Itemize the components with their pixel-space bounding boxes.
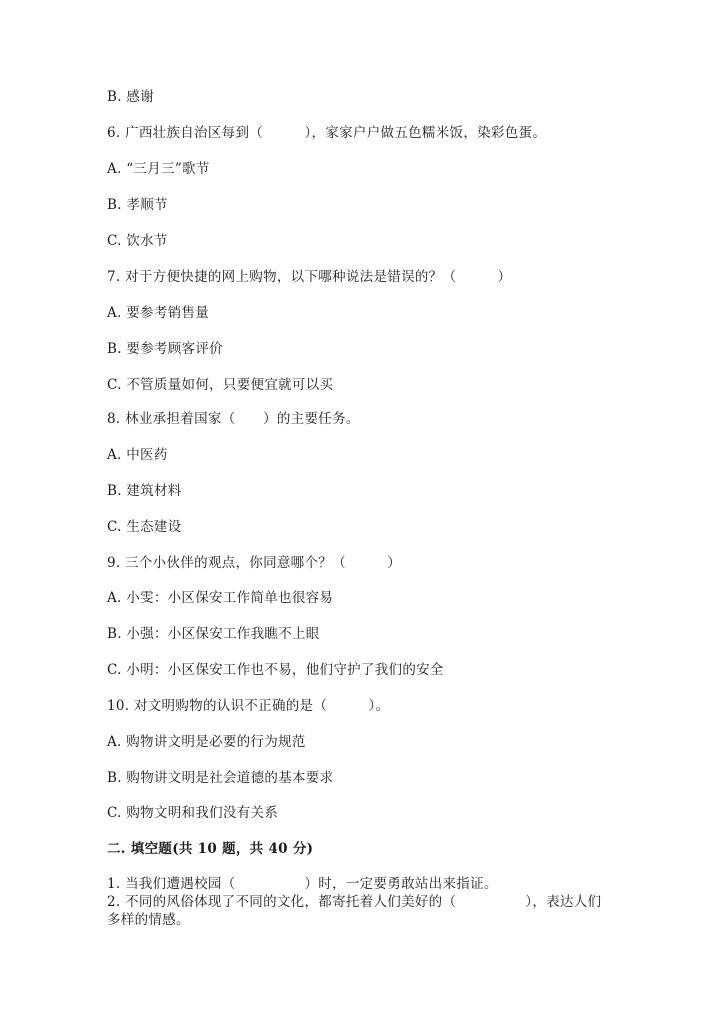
option-9c: C. 小明：小区保安工作也不易，他们守护了我们的安全 <box>107 662 444 678</box>
option-9b: B. 小强：小区保安工作我瞧不上眼 <box>107 626 320 642</box>
section-heading-fill-in: 二. 填空题(共 10 题，共 40 分) <box>107 841 314 857</box>
option-6c: C. 饮水节 <box>107 233 168 249</box>
option-9a: A. 小雯：小区保安工作简单也很容易 <box>107 590 334 606</box>
option-10b: B. 购物讲文明是社会道德的基本要求 <box>107 770 334 786</box>
option-5b: B. 感谢 <box>107 89 155 105</box>
option-7c: C. 不管质量如何，只要便宜就可以买 <box>107 377 334 393</box>
option-8b: B. 建筑材料 <box>107 483 182 499</box>
option-10a: A. 购物讲文明是必要的行为规范 <box>107 734 306 750</box>
question-8: 8. 林业承担着国家（ ）的主要任务。 <box>107 411 360 427</box>
question-7: 7. 对于方便快捷的网上购物，以下哪种说法是错误的？（ ） <box>107 269 512 285</box>
option-6a: A. “三月三”歌节 <box>107 161 210 177</box>
option-10c: C. 购物文明和我们没有关系 <box>107 805 279 821</box>
question-10: 10. 对文明购物的认识不正确的是（ ）。 <box>107 698 390 714</box>
fill-question-2: 2. 不同的风俗体现了不同的文化，都寄托着人们美好的（ ），表达人们多样的情感。 <box>107 894 602 928</box>
fill-question-1: 1. 当我们遭遇校园（ ）时，一定要勇敢站出来指证。 <box>107 876 498 892</box>
option-8c: C. 生态建设 <box>107 519 182 535</box>
option-8a: A. 中医药 <box>107 447 168 463</box>
question-9: 9. 三个小伙伴的观点，你同意哪个？（ ） <box>107 555 402 571</box>
option-7a: A. 要参考销售量 <box>107 305 210 321</box>
option-6b: B. 孝顺节 <box>107 197 168 213</box>
option-7b: B. 要参考顾客评价 <box>107 341 224 357</box>
question-6: 6. 广西壮族自治区每到（ ），家家户户做五色糯米饭，染彩色蛋。 <box>107 125 547 141</box>
